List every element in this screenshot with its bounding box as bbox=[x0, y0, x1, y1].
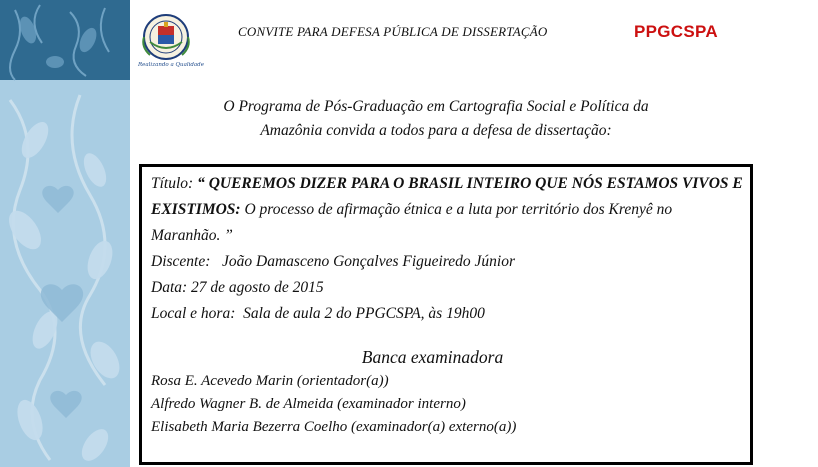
location-label: Local e hora: bbox=[151, 305, 236, 322]
date-label: Data: bbox=[151, 279, 188, 296]
committee-heading: Banca examinadora bbox=[361, 347, 504, 367]
decorative-sidebar bbox=[0, 0, 130, 467]
logo-caption: Realizando a Qualidade bbox=[138, 62, 204, 68]
title-bold-part: “ QUEREMOS DIZER PARA O BRASIL INTEIRO QUE NÓS ESTAMOS VIVOS E EXISTIMOS: bbox=[151, 175, 743, 218]
student-label: Discente: bbox=[151, 253, 211, 270]
floral-pattern-icon bbox=[0, 0, 130, 467]
date-value: 27 de agosto de 2015 bbox=[191, 279, 324, 296]
dissertation-title bbox=[151, 171, 744, 249]
intro-line-1: O Programa de Pós-Graduação em Cartografia Social e Política da bbox=[223, 98, 649, 115]
committee-member: Alfredo Wagner B. de Almeida (examinador interno) bbox=[151, 396, 466, 412]
intro-text bbox=[146, 95, 726, 143]
student-name: João Damasceno Gonçalves Figueiredo Júnior bbox=[222, 253, 516, 270]
invitation-title: CONVITE PARA DEFESA PÚBLICA DE DISSERTAÇÃO bbox=[238, 24, 548, 39]
date-row bbox=[151, 275, 744, 301]
intro-line-2: Amazônia convida a todos para a defesa de dissertação: bbox=[260, 122, 612, 139]
student-row bbox=[151, 249, 744, 275]
title-rest-part: O processo de afirmação étnica e a luta por território dos Krenyê no Maranhão. ” bbox=[151, 201, 673, 244]
committee-member: Rosa E. Acevedo Marin (orientador(a)) bbox=[151, 373, 389, 389]
location-row bbox=[151, 301, 744, 327]
committee-member: Elisabeth Maria Bezerra Coelho (examinador(a) externo(a)) bbox=[151, 419, 517, 435]
title-label: Título: bbox=[151, 175, 194, 192]
defense-details-box bbox=[139, 164, 753, 465]
location-value: Sala de aula 2 do PPGCSPA, às 19h00 bbox=[243, 305, 485, 322]
program-acronym: PPGCSPA bbox=[634, 22, 718, 41]
seal-icon bbox=[136, 12, 212, 64]
